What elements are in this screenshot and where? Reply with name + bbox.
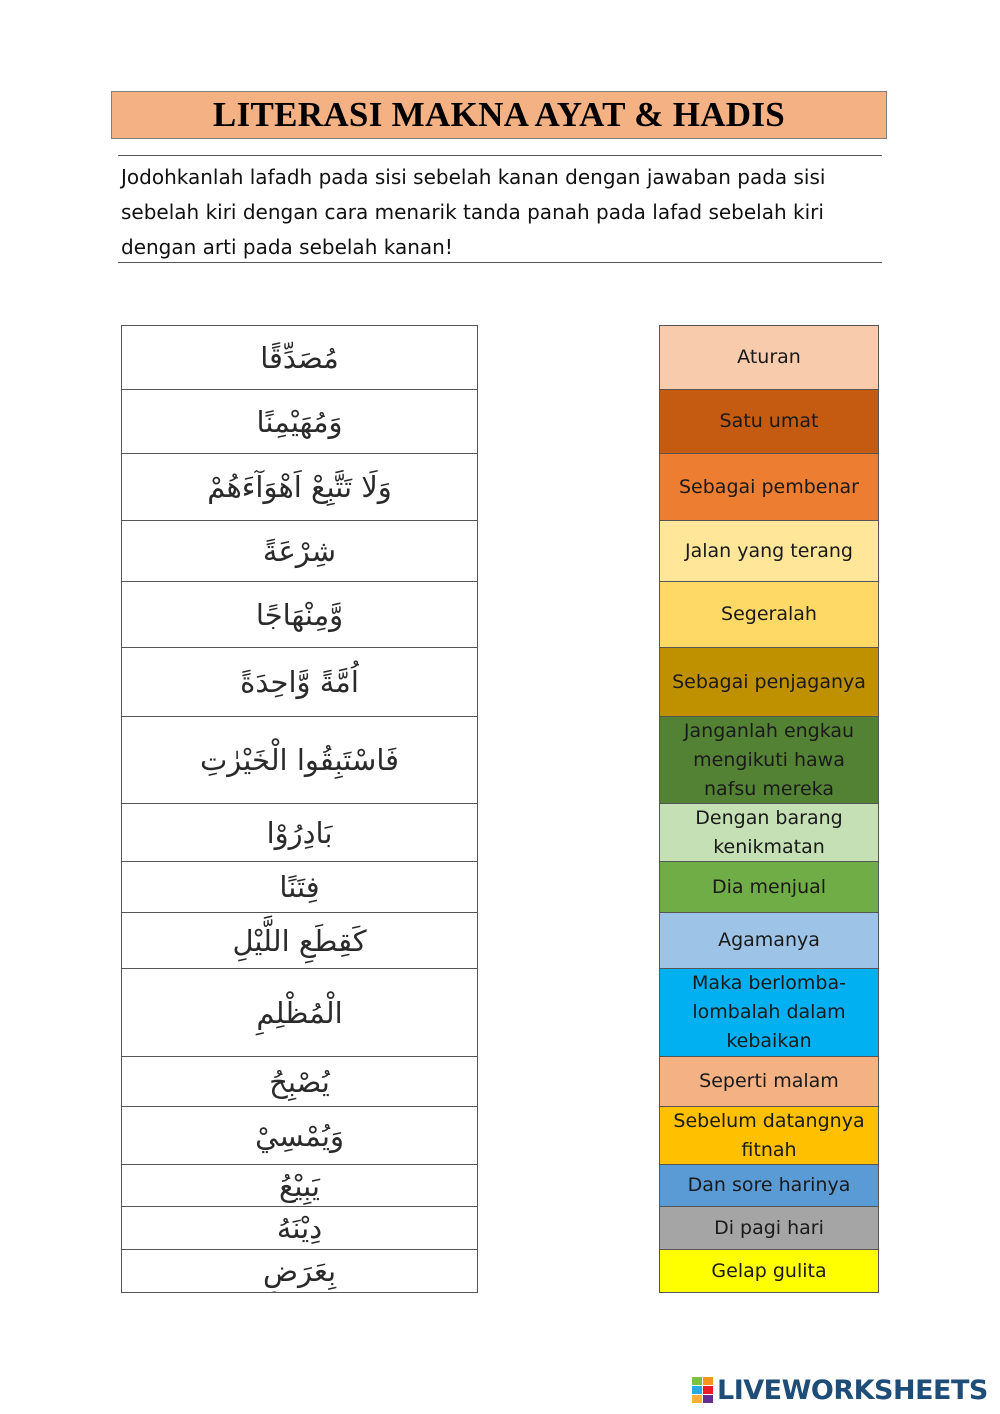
meaning-option[interactable]: Jalan yang terang [660, 521, 878, 582]
arabic-term[interactable]: دِيْنَهُ [122, 1207, 477, 1250]
arabic-term[interactable]: فَاسْتَبِقُوا الْخَيْرٰتِ [122, 717, 477, 804]
meaning-option[interactable]: Dan sore harinya [660, 1165, 878, 1207]
arabic-term[interactable]: شِرْعَةً [122, 521, 477, 582]
meaning-option[interactable]: Sebagai pembenar [660, 454, 878, 521]
arabic-term[interactable]: وَيُمْسِيْ [122, 1107, 477, 1165]
title-box [111, 91, 887, 139]
logo-text: LIVEWORKSHEETS [717, 1374, 988, 1406]
page-title: LITERASI MAKNA AYAT & HADIS [212, 95, 786, 134]
arabic-term[interactable]: بِعَرَضٍ [262, 1254, 337, 1288]
arabic-term[interactable]: فِتَنًا [122, 862, 477, 913]
meaning-option[interactable]: Sebagai penjaganya [660, 648, 878, 717]
arabic-term[interactable]: كَقِطَعِ اللَّيْلِ [122, 913, 477, 969]
arabic-term[interactable]: اُمَّةً وَّاحِدَةً [122, 648, 477, 717]
arabic-term[interactable]: بَادِرُوْا [122, 804, 477, 862]
liveworksheets-logo[interactable] [692, 1373, 988, 1407]
meaning-option[interactable]: Dia menjual [660, 862, 878, 913]
meaning-option[interactable]: Janganlah engkau mengikuti hawa nafsu mereka [660, 717, 878, 804]
meanings-column [659, 325, 879, 1293]
meaning-option[interactable]: Segeralah [660, 582, 878, 648]
instruction-text: Jodohkanlah lafadh pada sisi sebelah kanan dengan jawaban pada sisi sebelah kiri dengan cara menarik tanda panah pada lafad sebelah kiri dengan arti pada sebelah kanan! [118, 155, 882, 263]
meaning-option[interactable]: Di pagi hari [660, 1207, 878, 1250]
arabic-terms-column [121, 325, 478, 1293]
meaning-option[interactable]: Seperti malam [660, 1057, 878, 1107]
arabic-term[interactable]: وَمُهَيْمِنًا [122, 390, 477, 454]
arabic-term[interactable]: مُصَدِّقًا [122, 326, 477, 390]
meaning-option[interactable]: Sebelum datangnya fitnah [660, 1107, 878, 1165]
meaning-option[interactable]: Agamanya [660, 913, 878, 969]
meaning-option[interactable]: Maka berlomba-lombalah dalam kebaikan [660, 969, 878, 1057]
arabic-term[interactable]: الْمُظْلِمِ [122, 969, 477, 1057]
arabic-term[interactable]: يُصْبِحُ [122, 1057, 477, 1107]
meaning-option[interactable]: Satu umat [660, 390, 878, 454]
arabic-term[interactable]: يَبِيْعُ [122, 1165, 477, 1207]
meaning-option[interactable]: Dengan barang kenikmatan [660, 804, 878, 862]
liveworksheets-logo-icon [692, 1377, 714, 1403]
arabic-term[interactable]: وَلَا تَتَّبِعْ اَهْوَآءَهُمْ [122, 454, 477, 521]
meaning-option[interactable]: Aturan [660, 326, 878, 390]
meaning-option[interactable]: Gelap gulita [660, 1250, 878, 1292]
arabic-term[interactable]: وَّمِنْهَاجًا [122, 582, 477, 648]
